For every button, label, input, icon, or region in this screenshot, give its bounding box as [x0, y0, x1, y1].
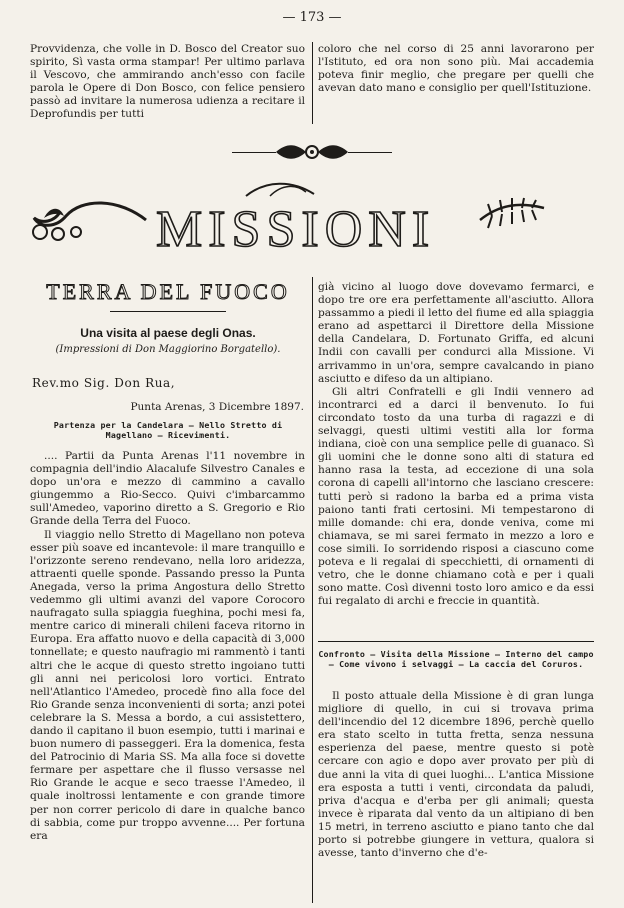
- ornament-rule-right: [348, 152, 392, 153]
- summary-heading: Partenza per la Candelara — Nello Stretto di Magellano — Ricevimenti.: [53, 420, 283, 440]
- right-body-column-continued: [318, 690, 594, 860]
- banner-title: MISSIONI: [156, 201, 436, 258]
- article-title: Una visita al paese degli Onas.: [80, 326, 256, 340]
- section-title-rule: [110, 311, 226, 312]
- page-number: — 173 —: [282, 10, 342, 25]
- left-flourish-icon: [30, 194, 150, 244]
- paragraph: Gli altri Confratelli e gli Indii vennero ad incontrarci ed a darci il benvenuto. Io fui circondato tosto da una turba di ragazzi e di selvaggi, questi ultimi vestiti alla lor forma indiana, cioè con una semplice pelle di guanaco. Sì gli uomini che le donne sono alti di statura ed hanno rasa la testa, ad eccezione di una sola corona di capelli all'intorno che lasciano crescere: tutti però si radono la barba ed a prima vista paiono tanti frati certosini. Mi tempestarono di mille domande: chi era, donde veniva, come mi chiamava, se mi sarei fermato in mezzo a loro e cose simili. Io sorridendo risposi a ciascuno come poteva e li regalai di specchietti, di ornamenti di vetro, che le donne chiamano cotà e per i quali sono matte. Così divenni tosto loro amico e da essi fui regalato di archi e freccie in quantità.: [318, 385, 594, 608]
- section-title: TERRA DEL FUOCO: [46, 279, 290, 304]
- left-body-column: [30, 450, 305, 843]
- right-flourish-icon: [478, 194, 548, 234]
- dateline: Punta Arenas, 3 Dicembre 1897.: [130, 401, 304, 413]
- salutation: Rev.mo Sig. Don Rua,: [32, 376, 176, 390]
- top-left-column: [30, 43, 305, 122]
- summary-heading: Confronto — Visita della Missione — Interno del campo — Come vivono i selvaggi — La caccia del Coruros.: [318, 649, 594, 669]
- top-left-text: Provvidenza, che volle in D. Bosco del Creator suo spirito, Sì vasta orma stampar! Per ultimo parlava il Vescovo, che ammirando anch'esso con facile parola le Opere di Don Bosco, con felice pensiero passò ad invitare la numerosa udienza a recitare il Deprofundis per tutti: [30, 43, 305, 121]
- top-column-divider: [312, 42, 313, 124]
- top-right-text: coloro che nel corso di 25 anni lavorarono per l'Istituto, ed ora non sono più. Mai accademia poteva finir meglio, che pregare per quelli che avevan dato mano e consiglio per quell'Istituzione.: [318, 43, 594, 95]
- paragraph: .... Partii da Punta Arenas l'11 novembre in compagnia dell'indio Alacalufe Silvestro Canales e dopo un'ora e mezzo di cammino a cavallo giungemmo a Rio-Secco. Quivi c'imbarcammo sull'Amedeo, vaporino diretto a S. Gregorio e Rio Grande della Terra del Fuoco.: [30, 450, 305, 528]
- paragraph: Il posto attuale della Missione è di gran lunga migliore di quello, in cui si trovava prima dell'incendio del 12 dicembre 1896, perchè quello era stato scelto in tutta fretta, senza nessuna esperienza del paese, mentre questo si potè cercare con agio e dopo aver provato per più di due anni la vita di quei luoghi... L'antica Missione era esposta a tutti i venti, circondata da paludi, priva d'acqua e d'erba per gli animali; questa invece è riparata dal vento da un altipiano di ben 15 metri, in terreno asciutto e piano tanto che dal porto si potrebbe giungere in vettura, qualora si avesse, tanto d'inverno che d'e-: [318, 690, 594, 860]
- ornament-rule-left: [232, 152, 276, 153]
- missioni-banner: [30, 176, 550, 256]
- paragraph: Il viaggio nello Stretto di Magellano non poteva esser più soave ed incantevole: il mare tranquillo e l'orizzonte sereno rendevano, nella loro aridezza, attraenti quelle sponde. Passando presso la Punta Anegada, verso la prima Angostura dello Stretto vedemmo gli ultimi avanzi del vapore Corocoro naufragato sulla spiaggia fueghina, pochi mesi fa, mentre carico di minerali chileni faceva ritorno in Europa. Era affatto nuovo e della capacità di 3,000 tonnellate; e questo naufragio mi rammentò i tanti altri che le acque di questo stretto ingoiano tutti gli anni nei pericolosi loro vortici. Entrato nell'Atlantico l'Amedeo, procedè fino alla foce del Rio Grande senza inconvenienti di sorta; anzi potei celebrare la S. Messa a bordo, a cui assistettero, dando il capitano il buon esempio, tutti i marinai e buon numero di passeggeri. Era la domenica, festa del Patrocinio di Maria SS. Ma alla foce si dovette fermare per aspettare che il flusso versasse nel Rio Grande le acque e seco traesse l'Amedeo, il quale inoltrossi lentamente e con grande timore per non correr pericolo di dare in qualche banco di sabbia, come pur troppo avvenne.... Per fortuna era: [30, 528, 305, 842]
- top-flourish-icon: [240, 176, 320, 200]
- article-subtitle: (Impressioni di Don Maggiorino Borgatello).: [55, 344, 281, 355]
- body-column-divider: [312, 277, 313, 903]
- right-body-column: [318, 281, 594, 608]
- summary-rule: [318, 641, 594, 642]
- top-right-column: [318, 43, 594, 95]
- paragraph: già vicino al luogo dove dovevamo fermarci, e dopo tre ore era perfettamente all'asciutto. Allora passammo a piedi il letto del fiume ed alla spiaggia erano ad aspettarci il Direttore della Missione della Candelara, D. Fortunato Griffa, ed alcuni Indii con cavalli per condurci alla Missione. Vi arrivammo in un'ora, sempre cavalcando in piano asciutto e difeso da un altipiano.: [318, 281, 594, 385]
- ornament-icon: [272, 141, 352, 163]
